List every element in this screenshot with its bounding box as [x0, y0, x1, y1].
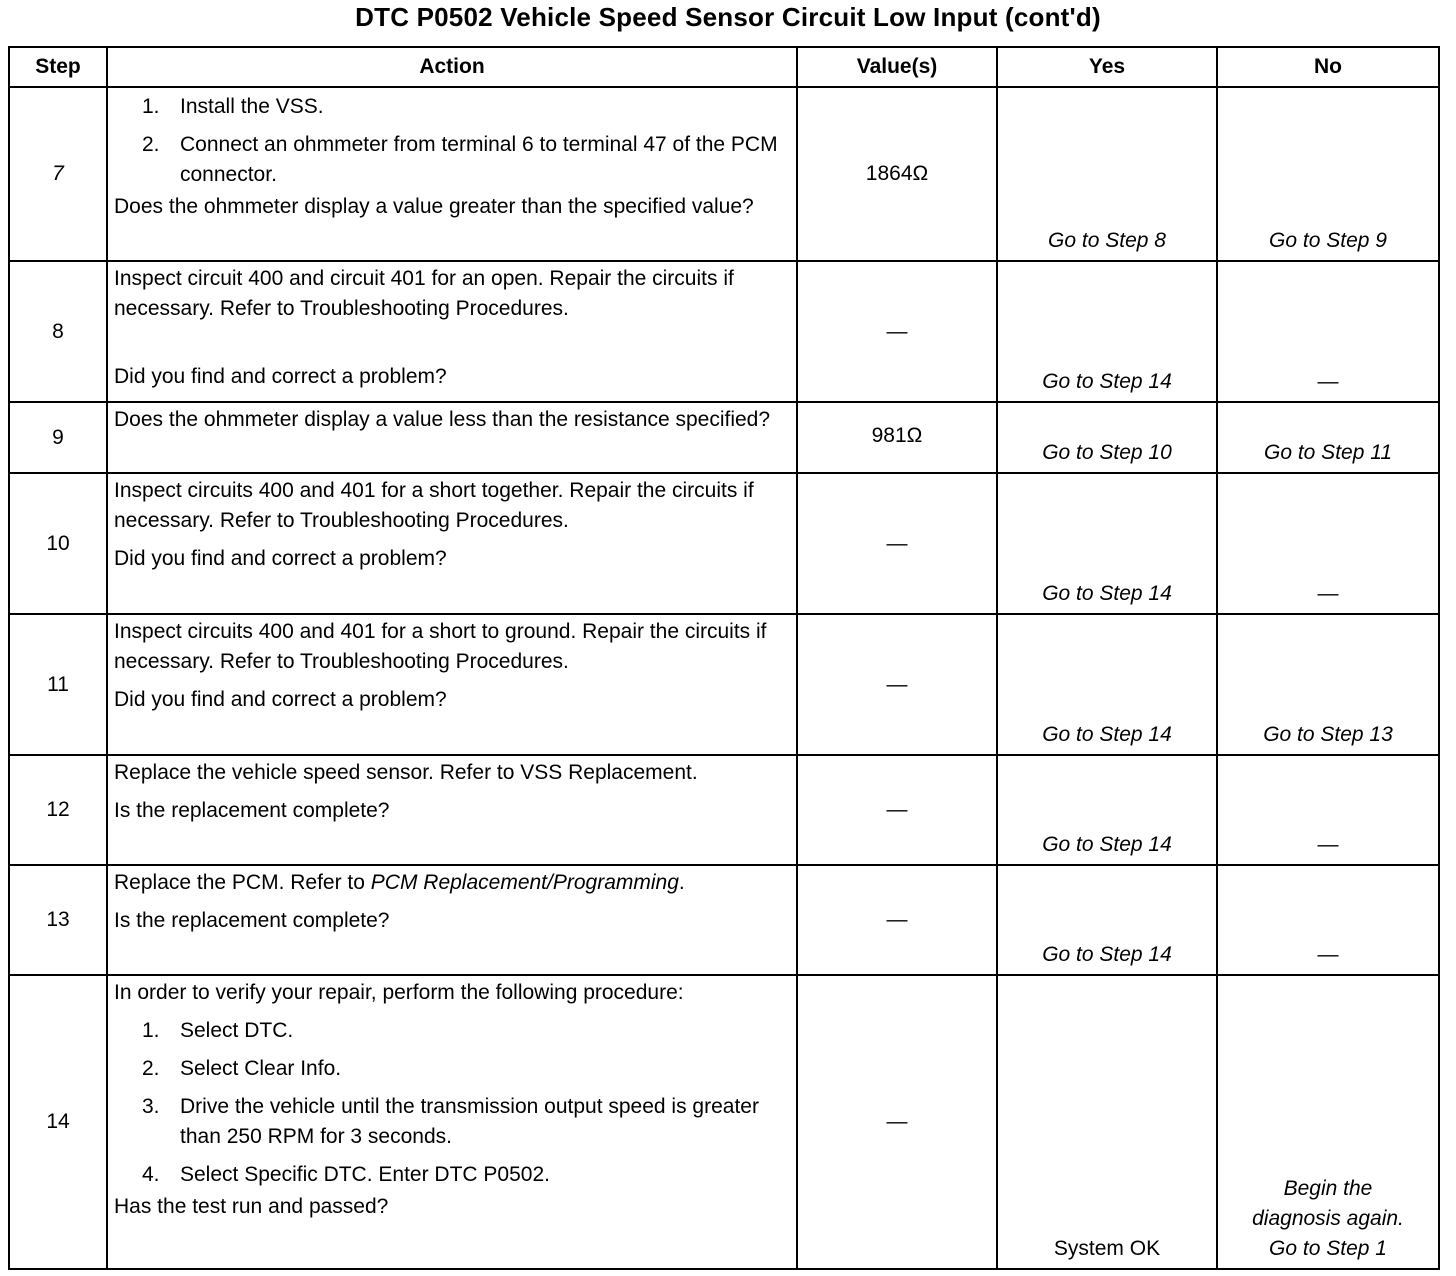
action-question: Did you find and correct a problem? [114, 365, 447, 388]
item-text: Install the VSS. [180, 95, 324, 118]
action-text [114, 868, 788, 898]
table-row [9, 473, 1439, 614]
table-row [9, 755, 1439, 865]
item-number: 1. [142, 95, 160, 118]
action-cell [107, 261, 797, 402]
no-cell: Go to Step 11 [1217, 402, 1439, 473]
item-number: 2. [142, 1057, 160, 1080]
table-row [9, 975, 1439, 1269]
yes-cell: Go to Step 14 [997, 473, 1217, 614]
no-line: Go to Step 1 [1269, 1237, 1387, 1260]
table-row [9, 87, 1439, 261]
header-step: Step [9, 47, 107, 87]
action-question: Did you find and correct a problem? [114, 547, 447, 570]
step-number: 9 [9, 402, 107, 473]
list-item [142, 1016, 788, 1046]
step-number: 13 [9, 865, 107, 975]
action-text-plain: Replace the PCM. Refer to [114, 871, 371, 894]
action-question: Has the test run and passed? [114, 1195, 389, 1218]
action-cell [107, 865, 797, 975]
yes-cell: Go to Step 10 [997, 402, 1217, 473]
action-text-end: . [678, 871, 685, 894]
action-question: Does the ohmmeter display a value less than the resistance specified? [114, 408, 771, 431]
no-cell: — [1217, 473, 1439, 614]
value-cell: 1864Ω [797, 87, 997, 261]
no-line: Begin the [1283, 1177, 1373, 1200]
no-cell: — [1217, 261, 1439, 402]
item-text: Connect an ohmmeter from terminal 6 to terminal 47 of the PCM connector. [180, 133, 778, 186]
yes-cell: Go to Step 8 [997, 87, 1217, 261]
value-cell: — [797, 755, 997, 865]
item-number: 1. [142, 1019, 160, 1042]
list-item [142, 1054, 788, 1084]
list-item [142, 92, 788, 122]
step-number: 10 [9, 473, 107, 614]
header-row [9, 47, 1439, 87]
action-cell [107, 402, 797, 473]
action-text: In order to verify your repair, perform the following procedure: [114, 981, 684, 1004]
yes-cell: Go to Step 14 [997, 614, 1217, 755]
header-action: Action [107, 47, 797, 87]
value-cell: — [797, 261, 997, 402]
item-text: Select Specific DTC. Enter DTC P0502. [180, 1163, 550, 1186]
action-question: Is the replacement complete? [114, 799, 390, 822]
list-item [142, 130, 788, 190]
value-cell: — [797, 473, 997, 614]
header-values: Value(s) [797, 47, 997, 87]
action-text: Inspect circuits 400 and 401 for a short to ground. Repair the circuits if necessary. Refer to Troubleshooting Procedures. [114, 620, 767, 673]
item-number: 4. [142, 1163, 160, 1186]
no-cell: — [1217, 755, 1439, 865]
value-cell: — [797, 614, 997, 755]
value-cell: — [797, 865, 997, 975]
action-question: Is the replacement complete? [114, 909, 390, 932]
item-number: 2. [142, 133, 160, 156]
action-cell [107, 975, 797, 1269]
action-text-ref: PCM Replacement/Programming [370, 871, 679, 894]
item-text: Select Clear Info. [180, 1057, 342, 1080]
no-cell: Go to Step 9 [1217, 87, 1439, 261]
action-cell [107, 87, 797, 261]
yes-cell: Go to Step 14 [997, 755, 1217, 865]
no-cell: Go to Step 13 [1217, 614, 1439, 755]
action-cell [107, 473, 797, 614]
procedure-list [114, 92, 788, 190]
yes-cell: Go to Step 14 [997, 261, 1217, 402]
yes-cell: Go to Step 14 [997, 865, 1217, 975]
table-row [9, 865, 1439, 975]
list-item [142, 1160, 788, 1190]
value-cell: — [797, 975, 997, 1269]
table-row [9, 614, 1439, 755]
action-question: Did you find and correct a problem? [114, 688, 447, 711]
action-cell [107, 755, 797, 865]
step-number: 8 [9, 261, 107, 402]
step-number: 12 [9, 755, 107, 865]
header-yes: Yes [997, 47, 1217, 87]
item-number: 3. [142, 1095, 160, 1118]
action-text: Inspect circuit 400 and circuit 401 for an open. Repair the circuits if necessary. Refer to Troubleshooting Procedures. [114, 267, 734, 320]
action-cell [107, 614, 797, 755]
procedure-list [114, 1016, 788, 1190]
table-row [9, 402, 1439, 473]
table-row [9, 261, 1439, 402]
no-cell [1217, 975, 1439, 1269]
step-number: 7 [9, 87, 107, 261]
step-number: 11 [9, 614, 107, 755]
item-text: Select DTC. [180, 1019, 294, 1042]
no-cell: — [1217, 865, 1439, 975]
value-cell: 981Ω [797, 402, 997, 473]
action-text: Inspect circuits 400 and 401 for a short together. Repair the circuits if necessary. Refer to Troubleshooting Procedures. [114, 479, 754, 532]
action-text: Replace the vehicle speed sensor. Refer to VSS Replacement. [114, 761, 698, 784]
list-item [142, 1092, 788, 1152]
page-title: DTC P0502 Vehicle Speed Sensor Circuit Low Input (cont'd) [355, 2, 1101, 32]
no-line: diagnosis again. [1252, 1207, 1404, 1230]
header-no: No [1217, 47, 1439, 87]
yes-cell: System OK [997, 975, 1217, 1269]
step-number: 14 [9, 975, 107, 1269]
dtc-table [8, 46, 1440, 1270]
action-question: Does the ohmmeter display a value greater than the specified value? [114, 195, 754, 218]
item-text: Drive the vehicle until the transmission output speed is greater than 250 RPM for 3 seconds. [180, 1095, 759, 1148]
